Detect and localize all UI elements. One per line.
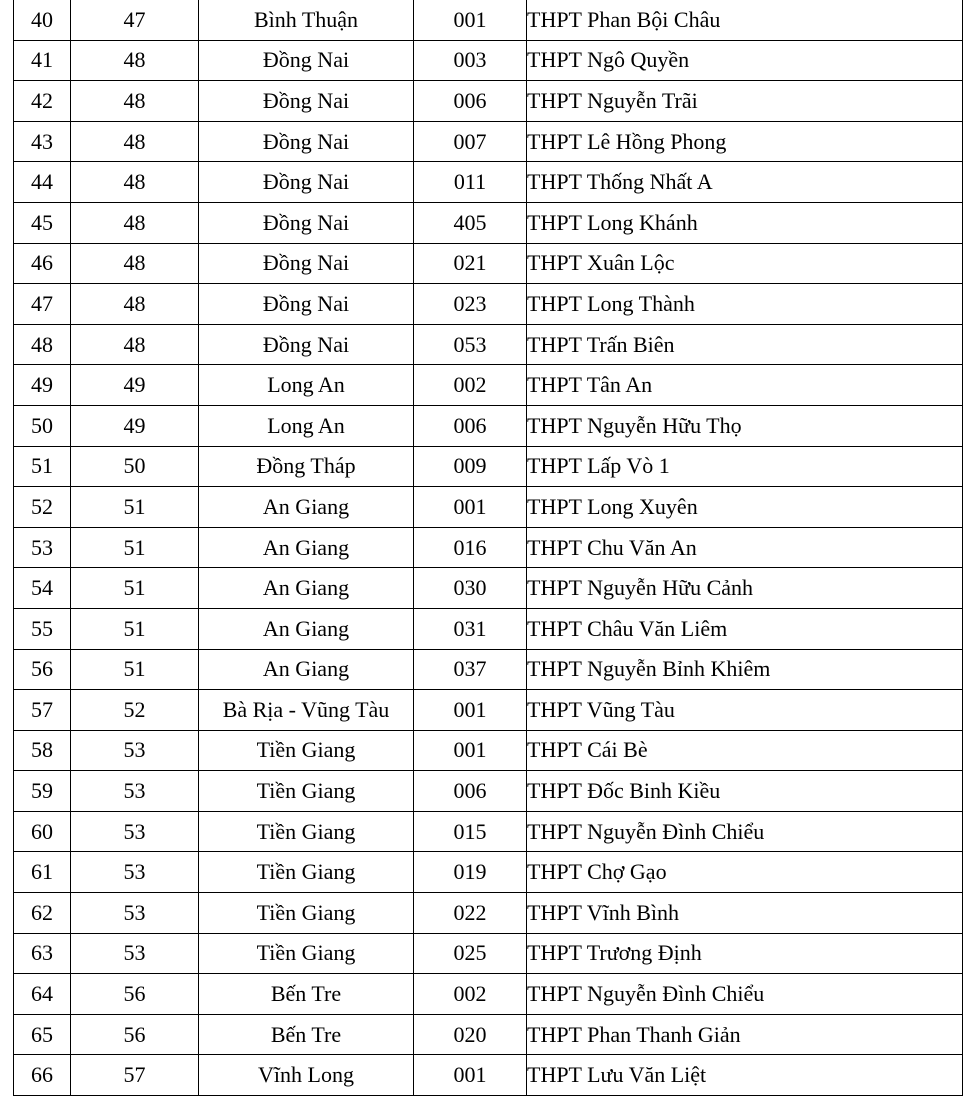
- province-name-cell: Bến Tre: [199, 1014, 414, 1055]
- table-row: [14, 202, 963, 243]
- school-code-cell: 006: [414, 81, 527, 122]
- table-row: [14, 730, 963, 771]
- table-row: [14, 284, 963, 325]
- province-name-cell: An Giang: [199, 649, 414, 690]
- province-name-cell: An Giang: [199, 568, 414, 609]
- table-row: [14, 649, 963, 690]
- province-name-cell: Bà Rịa - Vũng Tàu: [199, 690, 414, 731]
- province-name-cell: Tiền Giang: [199, 852, 414, 893]
- row-number-cell: 42: [14, 81, 71, 122]
- school-code-cell: 011: [414, 162, 527, 203]
- row-number-cell: 65: [14, 1014, 71, 1055]
- school-code-cell: 009: [414, 446, 527, 487]
- province-code-cell: 53: [71, 852, 199, 893]
- row-number-cell: 64: [14, 974, 71, 1015]
- school-name-cell: THPT Lưu Văn Liệt: [527, 1055, 963, 1096]
- table-row: [14, 1055, 963, 1096]
- school-code-cell: 019: [414, 852, 527, 893]
- school-name-cell: THPT Phan Bội Châu: [527, 0, 963, 40]
- province-name-cell: Tiền Giang: [199, 811, 414, 852]
- row-number-cell: 61: [14, 852, 71, 893]
- province-name-cell: Long An: [199, 365, 414, 406]
- school-name-cell: THPT Long Xuyên: [527, 487, 963, 528]
- school-name-cell: THPT Phan Thanh Giản: [527, 1014, 963, 1055]
- table-row: [14, 487, 963, 528]
- province-name-cell: Đồng Tháp: [199, 446, 414, 487]
- province-code-cell: 48: [71, 162, 199, 203]
- row-number-cell: 59: [14, 771, 71, 812]
- table-row: [14, 811, 963, 852]
- province-code-cell: 52: [71, 690, 199, 731]
- school-code-cell: 053: [414, 324, 527, 365]
- row-number-cell: 41: [14, 40, 71, 81]
- province-code-cell: 49: [71, 405, 199, 446]
- row-number-cell: 56: [14, 649, 71, 690]
- school-name-cell: THPT Trấn Biên: [527, 324, 963, 365]
- row-number-cell: 44: [14, 162, 71, 203]
- school-name-cell: THPT Nguyễn Trãi: [527, 81, 963, 122]
- school-code-cell: 015: [414, 811, 527, 852]
- row-number-cell: 43: [14, 121, 71, 162]
- province-name-cell: Đồng Nai: [199, 243, 414, 284]
- table-row: [14, 243, 963, 284]
- province-name-cell: Bến Tre: [199, 974, 414, 1015]
- province-code-cell: 48: [71, 324, 199, 365]
- school-code-cell: 016: [414, 527, 527, 568]
- school-code-cell: 001: [414, 487, 527, 528]
- table-row: [14, 608, 963, 649]
- school-code-cell: 023: [414, 284, 527, 325]
- school-code-cell: 006: [414, 405, 527, 446]
- table-body: [14, 0, 963, 1096]
- school-code-cell: 025: [414, 933, 527, 974]
- province-name-cell: An Giang: [199, 608, 414, 649]
- province-name-cell: An Giang: [199, 527, 414, 568]
- school-code-cell: 001: [414, 1055, 527, 1096]
- province-code-cell: 53: [71, 893, 199, 934]
- province-name-cell: Tiền Giang: [199, 933, 414, 974]
- table-row: [14, 81, 963, 122]
- row-number-cell: 48: [14, 324, 71, 365]
- province-code-cell: 56: [71, 974, 199, 1015]
- row-number-cell: 55: [14, 608, 71, 649]
- school-code-cell: 006: [414, 771, 527, 812]
- province-code-cell: 48: [71, 284, 199, 325]
- province-code-cell: 56: [71, 1014, 199, 1055]
- province-name-cell: Bình Thuận: [199, 0, 414, 40]
- table-row: [14, 1014, 963, 1055]
- school-name-cell: THPT Long Khánh: [527, 202, 963, 243]
- table-row: [14, 121, 963, 162]
- table-row: [14, 933, 963, 974]
- province-code-cell: 51: [71, 568, 199, 609]
- province-code-cell: 53: [71, 730, 199, 771]
- school-code-cell: 001: [414, 730, 527, 771]
- school-name-cell: THPT Nguyễn Hữu Thọ: [527, 405, 963, 446]
- province-name-cell: Đồng Nai: [199, 324, 414, 365]
- school-code-cell: 031: [414, 608, 527, 649]
- row-number-cell: 51: [14, 446, 71, 487]
- table-row: [14, 527, 963, 568]
- school-list-table: [13, 0, 963, 1096]
- school-name-cell: THPT Chợ Gạo: [527, 852, 963, 893]
- row-number-cell: 66: [14, 1055, 71, 1096]
- school-code-cell: 001: [414, 0, 527, 40]
- province-code-cell: 49: [71, 365, 199, 406]
- province-name-cell: Đồng Nai: [199, 202, 414, 243]
- school-name-cell: THPT Nguyễn Đình Chiểu: [527, 974, 963, 1015]
- province-name-cell: Vĩnh Long: [199, 1055, 414, 1096]
- school-name-cell: THPT Vĩnh Bình: [527, 893, 963, 934]
- school-name-cell: THPT Châu Văn Liêm: [527, 608, 963, 649]
- province-code-cell: 51: [71, 649, 199, 690]
- province-code-cell: 48: [71, 40, 199, 81]
- row-number-cell: 45: [14, 202, 71, 243]
- row-number-cell: 50: [14, 405, 71, 446]
- province-code-cell: 48: [71, 81, 199, 122]
- province-code-cell: 48: [71, 121, 199, 162]
- row-number-cell: 49: [14, 365, 71, 406]
- school-code-cell: 002: [414, 974, 527, 1015]
- school-name-cell: THPT Tân An: [527, 365, 963, 406]
- school-name-cell: THPT Ngô Quyền: [527, 40, 963, 81]
- table-row: [14, 771, 963, 812]
- school-code-cell: 001: [414, 690, 527, 731]
- school-code-cell: 002: [414, 365, 527, 406]
- row-number-cell: 57: [14, 690, 71, 731]
- row-number-cell: 54: [14, 568, 71, 609]
- table-row: [14, 162, 963, 203]
- school-name-cell: THPT Nguyễn Đình Chiểu: [527, 811, 963, 852]
- school-code-cell: 405: [414, 202, 527, 243]
- school-name-cell: THPT Nguyễn Hữu Cảnh: [527, 568, 963, 609]
- province-name-cell: Tiền Giang: [199, 893, 414, 934]
- table-row: [14, 446, 963, 487]
- school-code-cell: 022: [414, 893, 527, 934]
- row-number-cell: 46: [14, 243, 71, 284]
- province-name-cell: Tiền Giang: [199, 771, 414, 812]
- province-code-cell: 51: [71, 527, 199, 568]
- school-code-cell: 003: [414, 40, 527, 81]
- school-code-cell: 020: [414, 1014, 527, 1055]
- province-code-cell: 51: [71, 487, 199, 528]
- province-code-cell: 48: [71, 243, 199, 284]
- province-name-cell: Đồng Nai: [199, 162, 414, 203]
- school-name-cell: THPT Chu Văn An: [527, 527, 963, 568]
- school-name-cell: THPT Cái Bè: [527, 730, 963, 771]
- table-row: [14, 0, 963, 40]
- school-code-cell: 007: [414, 121, 527, 162]
- province-code-cell: 47: [71, 0, 199, 40]
- school-name-cell: THPT Trương Định: [527, 933, 963, 974]
- school-name-cell: THPT Xuân Lộc: [527, 243, 963, 284]
- table-row: [14, 40, 963, 81]
- province-name-cell: Đồng Nai: [199, 81, 414, 122]
- province-code-cell: 48: [71, 202, 199, 243]
- school-code-cell: 021: [414, 243, 527, 284]
- school-name-cell: THPT Thống Nhất A: [527, 162, 963, 203]
- row-number-cell: 58: [14, 730, 71, 771]
- school-name-cell: THPT Lê Hồng Phong: [527, 121, 963, 162]
- province-code-cell: 57: [71, 1055, 199, 1096]
- province-name-cell: Đồng Nai: [199, 40, 414, 81]
- province-name-cell: Tiền Giang: [199, 730, 414, 771]
- row-number-cell: 60: [14, 811, 71, 852]
- province-name-cell: Long An: [199, 405, 414, 446]
- province-name-cell: Đồng Nai: [199, 121, 414, 162]
- province-name-cell: Đồng Nai: [199, 284, 414, 325]
- row-number-cell: 52: [14, 487, 71, 528]
- table-row: [14, 893, 963, 934]
- table-row: [14, 690, 963, 731]
- school-name-cell: THPT Đốc Binh Kiều: [527, 771, 963, 812]
- province-code-cell: 53: [71, 811, 199, 852]
- province-code-cell: 53: [71, 933, 199, 974]
- table-row: [14, 324, 963, 365]
- school-code-cell: 030: [414, 568, 527, 609]
- table-row: [14, 568, 963, 609]
- row-number-cell: 47: [14, 284, 71, 325]
- province-name-cell: An Giang: [199, 487, 414, 528]
- province-code-cell: 51: [71, 608, 199, 649]
- row-number-cell: 53: [14, 527, 71, 568]
- row-number-cell: 63: [14, 933, 71, 974]
- school-name-cell: THPT Lấp Vò 1: [527, 446, 963, 487]
- table-row: [14, 974, 963, 1015]
- school-code-cell: 037: [414, 649, 527, 690]
- row-number-cell: 62: [14, 893, 71, 934]
- province-code-cell: 53: [71, 771, 199, 812]
- table-row: [14, 365, 963, 406]
- school-name-cell: THPT Long Thành: [527, 284, 963, 325]
- province-code-cell: 50: [71, 446, 199, 487]
- school-name-cell: THPT Nguyễn Bỉnh Khiêm: [527, 649, 963, 690]
- table-row: [14, 852, 963, 893]
- table-row: [14, 405, 963, 446]
- school-name-cell: THPT Vũng Tàu: [527, 690, 963, 731]
- row-number-cell: 40: [14, 0, 71, 40]
